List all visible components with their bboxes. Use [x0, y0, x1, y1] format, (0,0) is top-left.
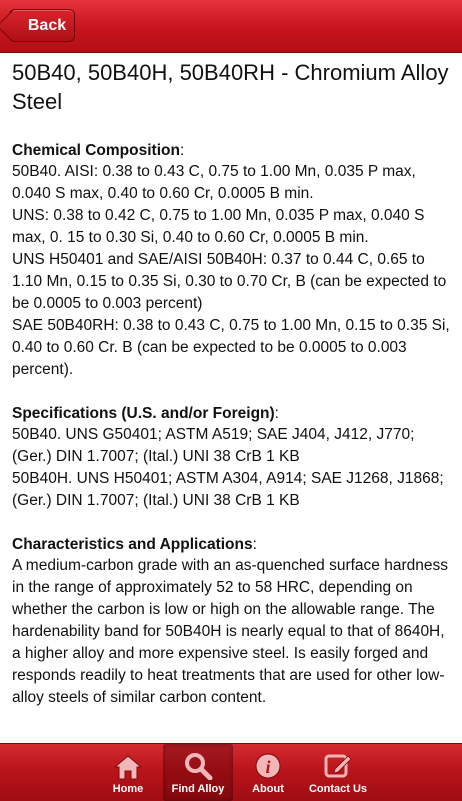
tab-bar [0, 743, 462, 801]
compose-icon [323, 752, 353, 780]
paragraph: 50B40. AISI: 0.38 to 0.43 C, 0.75 to 1.00 Mn, 0.035 P max, 0.040 S max, 0.40 to 0.60 Cr, 0.0005 B min. [12, 163, 416, 202]
tab-contact-us[interactable] [303, 744, 373, 801]
alloy-detail-content [12, 58, 452, 731]
tab-find-alloy[interactable] [163, 744, 233, 801]
section-heading: Characteristics and Applications: [12, 536, 257, 553]
tab-label: Contact Us [308, 783, 368, 795]
paragraph: 50B40H. UNS H50401; ASTM A304, A914; SAE J1268, J1868; (Ger.) DIN 1.7007; (Ital.) UNI 38 CrB 1 KB [12, 470, 444, 509]
section-heading: Specifications (U.S. and/or Foreign): [12, 405, 279, 422]
home-icon [113, 754, 143, 780]
back-button[interactable] [9, 9, 75, 42]
section-characteristics [12, 534, 452, 709]
back-button-label: Back [27, 16, 67, 34]
tab-label: Home [112, 783, 144, 795]
paragraph: 50B40. UNS G50401; ASTM A519; SAE J404, J412, J770; (Ger.) DIN 1.7007; (Ital.) UNI 38 CrB 1 KB [12, 426, 415, 465]
paragraph: UNS: 0.38 to 0.42 C, 0.75 to 1.00 Mn, 0.035 P max, 0.040 S max, 0. 15 to 0.30 Si, 0.40 to 0.60 Cr, 0.0005 B min. [12, 207, 425, 246]
svg-text:i: i [265, 757, 271, 777]
tab-about[interactable] [233, 744, 303, 801]
tab-label: Find Alloy [171, 783, 225, 795]
paragraph: SAE 50B40RH: 0.38 to 0.43 C, 0.75 to 1.00 Mn, 0.15 to 0.35 Si, 0.40 to 0.60 Cr. B (can be expected to be 0.0005 to 0.003 percent). [12, 317, 450, 378]
section-heading: Chemical Composition: [12, 142, 185, 159]
paragraph: UNS H50401 and SAE/AISI 50B40H: 0.37 to 0.44 C, 0.65 to 1.10 Mn, 0.15 to 0.35 Si, 0.30 to 0.70 Cr, B (can be expected to be 0.0005 to 0.003 percent) [12, 251, 447, 312]
navigation-bar [0, 0, 462, 53]
tab-home[interactable] [93, 744, 163, 801]
info-icon [253, 752, 283, 780]
tab-label: About [252, 783, 284, 795]
paragraph: A medium-carbon grade with an as-quenched surface hardness in the range of approximately 52 to 58 HRC, depending on whether the carbon is low or high on the allowable range. The hardenability band for 50B40H is nearly equal to that of 8640H, a higher alloy and more expensive steel. Is easily forged and responds readily to heat treatments that are used for other low-alloy steels of similar carbon content. [12, 557, 448, 706]
section-specifications [12, 403, 452, 512]
page-title: 50B40, 50B40H, 50B40RH - Chromium Alloy Steel [12, 60, 449, 114]
search-icon [183, 752, 213, 780]
section-chemical-composition [12, 140, 452, 381]
